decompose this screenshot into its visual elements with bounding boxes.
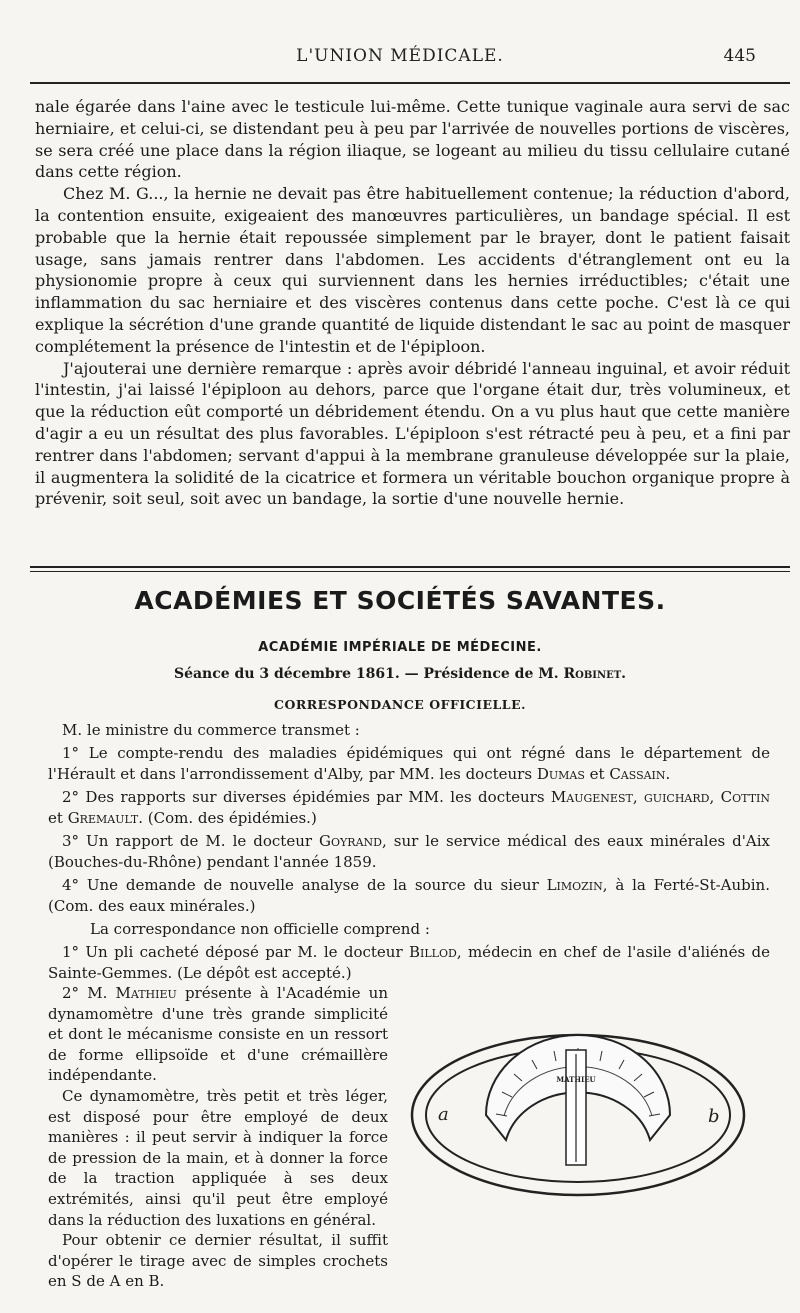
paragraph: Ce dynamomètre, très petit et très léger, est disposé pour être employé de deux manières : il peut servir à indiquer la force de pression de la main, et à donner la force de la traction appliquée à ses deux extrémités, ainsi qu'il peut être employé dans la réduction des luxations en général. bbox=[48, 1086, 388, 1229]
inventor-name: Mathieu bbox=[115, 984, 177, 1002]
list-item: 2° Des rapports sur diverses épidémies par MM. les docteurs Maugenest, guichard, Cottin et Gremault. (Com. des épidémies.) bbox=[48, 788, 770, 827]
doctor-name: Cassain bbox=[609, 765, 666, 783]
list-item: 2° M. Mathieu présente à l'Académie un dynamomètre d'une très grande simplicité et dont le mécanisme consiste en un ressort de forme ellipsoïde et d'une crémaillère indépendante. bbox=[48, 984, 388, 1085]
paragraph: Pour obtenir ce dernier résultat, il suffit d'opérer le tirage avec de simples crochets en S de A en B. bbox=[48, 1231, 388, 1291]
list-item: 1° Un pli cacheté déposé par M. le docteur Billod, médecin en chef de l'asile d'aliénés de Sainte-Gemmes. (Le dépôt est accepté.) bbox=[48, 943, 770, 982]
list-item: 3° Un rapport de M. le docteur Goyrand, sur le service médical des eaux minérales d'Aix (Bouches-du-Rhône) pendant l'année 1859. bbox=[48, 832, 770, 871]
page-number: 445 bbox=[723, 46, 756, 66]
section-rule-bottom bbox=[30, 571, 790, 572]
dynamometer-description bbox=[48, 983, 388, 1292]
label-b: b bbox=[708, 1106, 720, 1127]
doctor-name: Billod bbox=[409, 943, 457, 961]
header-rule bbox=[30, 82, 790, 84]
paragraph: Chez M. G..., la hernie ne devait pas être habituellement contenue; la réduction d'abord, la contention ensuite, exigeaient des manœuvres particulières, un bandage spécial. Il est probable que la hernie était repoussée simplement par le brayer, dont le patient faisait usage, sans jamais rentrer dans l'abdomen. Les accidents d'étranglement ont eu la physionomie propre à ceux qui surviennent dans les hernies irréductibles; c'était une inflammation du sac herniaire et des viscères contenus dans cette poche. C'est là ce qui explique la sécrétion d'une grande quantité de liquide distendant le sac au point de masquer complétement la présence de l'intestin et de l'épiploon. bbox=[35, 184, 790, 356]
running-header bbox=[40, 46, 760, 74]
session-text: Séance du 3 décembre 1861. — Présidence de M. bbox=[173, 666, 564, 682]
doctor-name: Gremault bbox=[67, 809, 139, 827]
doctor-name: guichard bbox=[644, 788, 710, 806]
journal-title: L'UNION MÉDICALE. bbox=[296, 46, 504, 66]
list-item: 1° Le compte-rendu des maladies épidémiques qui ont régné dans le département de l'Hérault et dans l'arrondissement d'Alby, par MM. les docteurs Dumas et Cassain. bbox=[48, 744, 770, 783]
doctor-name: Maugenest bbox=[550, 788, 633, 806]
academy-heading: ACADÉMIE IMPÉRIALE DE MÉDECINE. bbox=[258, 640, 542, 655]
correspondence-list bbox=[48, 720, 770, 986]
article-body bbox=[35, 96, 790, 510]
section-title: ACADÉMIES ET SOCIÉTÉS SAVANTES. bbox=[134, 586, 666, 615]
section-rule-top bbox=[30, 566, 790, 568]
label-a: a bbox=[438, 1104, 449, 1125]
correspondence-heading: CORRESPONDANCE OFFICIELLE. bbox=[274, 697, 526, 712]
maker-stamp: MATHIEU bbox=[556, 1075, 596, 1084]
session-line bbox=[0, 666, 800, 682]
minister-line: M. le ministre du commerce transmet : bbox=[62, 721, 360, 739]
session-end: . bbox=[621, 666, 627, 682]
doctor-name: Goyrand bbox=[319, 832, 382, 850]
president-name: Robinet bbox=[563, 666, 622, 682]
doctor-name: Cottin bbox=[720, 788, 770, 806]
dynamometer-illustration bbox=[408, 1030, 748, 1200]
paragraph: J'ajouterai une dernière remarque : après avoir débridé l'anneau inguinal, et avoir réduit l'intestin, j'ai laissé l'épiploon au dehors, parce que l'organe était dur, très volumineux, et que la réduction eût comporté un débridement étendu. On a vu plus haut que cette manière d'agir a eu un résultat des plus favorables. L'épiploon s'est rétracté peu à peu, et a fini par rentrer dans l'abdomen; servant d'appui à la membrane granuleuse développée sur la plaie, il augmentera la solidité de la cicatrice et formera un véritable bouchon organique propre à prévenir, soit seul, soit avec un bandage, la sortie d'une nouvelle hernie. bbox=[35, 358, 790, 509]
dynamometer-drawing bbox=[408, 1030, 748, 1200]
person-name: Limozin bbox=[546, 876, 603, 894]
paragraph: nale égarée dans l'aine avec le testicule lui-même. Cette tunique vaginale aura servi de sac herniaire, et celui-ci, se distendant peu à peu par l'arrivée de nouvelles portions de viscères, se sera créé une place dans la région iliaque, se logeant au milieu du tissu cellulaire cutané dans cette région. bbox=[35, 97, 790, 182]
doctor-name: Dumas bbox=[536, 765, 585, 783]
list-item: 4° Une demande de nouvelle analyse de la source du sieur Limozin, à la Ferté-St-Aubin. (Com. des eaux minérales.) bbox=[48, 876, 770, 915]
unofficial-heading: La correspondance non officielle comprend : bbox=[90, 920, 430, 938]
